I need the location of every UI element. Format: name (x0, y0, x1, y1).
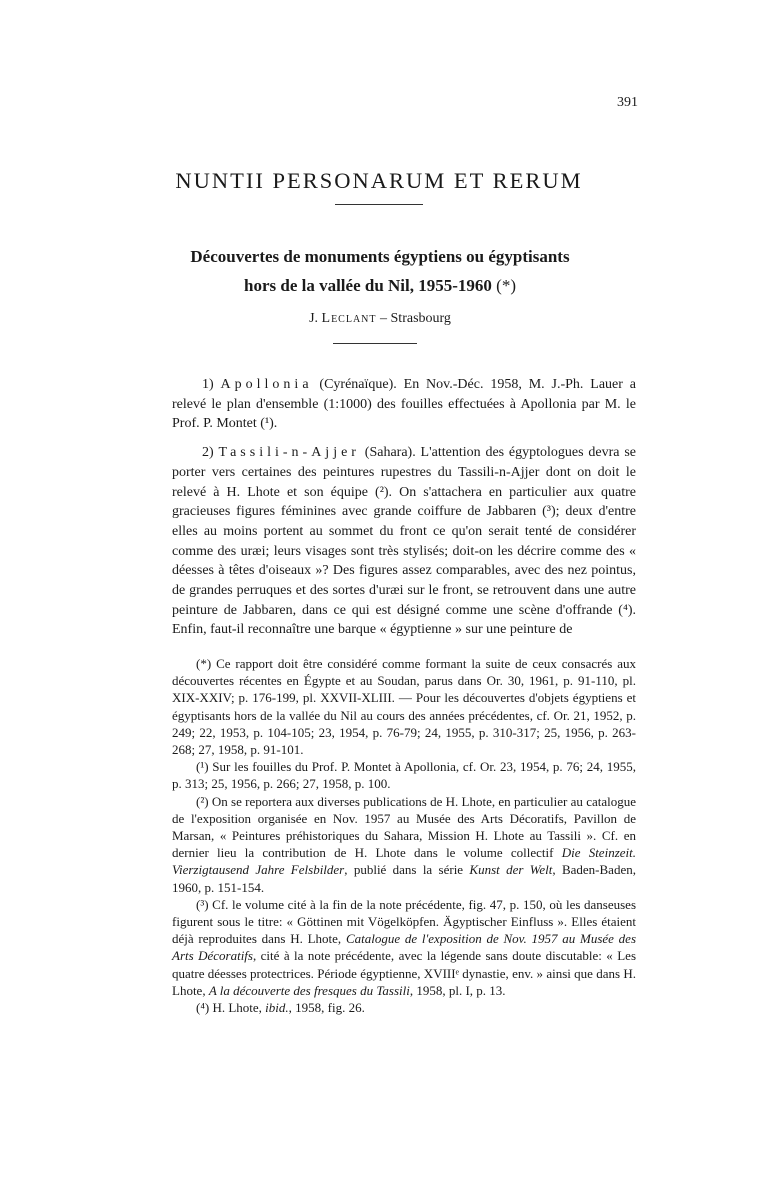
paragraph-number: 2) (202, 445, 214, 461)
article-title-line-2-text: hors de la vallée du Nil, 1955-1960 (244, 276, 492, 295)
footnote-4 (172, 999, 636, 1016)
footnote-2-series: Kunst der Welt (469, 862, 553, 878)
paragraph-text: (Sahara). L'attention des égyptologues devra se porter vers certaines des peintures rupestres du Tassili-n-Ajjer dont on doit le relevé à H. Lhote et son équipe (²). On s'attachera en particulier aux quatre gracieuses figures féminines avec grande coiffure de Jabbaren (³); deux d'entre elles au moins portent au sommet du front ce qu'on serait tenté de considérer comme des uræi; leurs visages sont très stylisés; doit-on les décrire comme des « déesses à têtes d'oiseaux »? Des figures assez comparables, avec des nez pointus, de grandes perruques et des sortes d'uræi sur le front, se retrouvent dans une autre peinture de Jabbaren, dans ce qui est désigné comme une scène d'offrande (⁴). Enfin, faut-il reconnaître une barque « égyptienne » sur une peinture de (172, 445, 637, 638)
footnotes (172, 655, 636, 1016)
footnote-2-text-b: , publié dans la série (344, 862, 470, 878)
author-surname: Leclant (321, 311, 377, 326)
paragraph-apollonia (172, 375, 636, 434)
author-initial: J. (309, 311, 319, 326)
article-title-line-2 (120, 271, 640, 300)
author-divider (333, 343, 417, 344)
footnote-2-title: Die Steinzeit. Vierzigtausend Jahre Felsbilder (172, 845, 636, 878)
article-title-note-marker: (*) (496, 276, 516, 295)
footnote-3-text-b: , cité à la note précédente, avec la légende sans doute discutable: « Les quatre déesses protectrices. Période égyptienne, XVIIIᵉ dynastie, env. » ainsi que dans H. Lhote, (172, 948, 636, 998)
place-name: Apollonia (220, 377, 313, 392)
article-title-line-1: Découvertes de monuments égyptiens ou égyptisants (190, 247, 570, 266)
page-number: 391 (617, 95, 638, 110)
footnote-3 (172, 896, 636, 999)
footnote-4-text: (⁴) H. Lhote, (196, 1000, 266, 1016)
paragraph-number: 1) (202, 377, 214, 392)
title-divider (335, 204, 423, 205)
footnote-2-text-c: , Baden-Baden, 1960, p. 151-154. (172, 862, 636, 895)
article-title (120, 242, 640, 300)
author-place: – Strasbourg (380, 311, 451, 326)
footnote-3-title-2: A la découverte des fresques du Tassili (208, 982, 410, 998)
article-body (172, 375, 636, 649)
paragraph-tassili (172, 443, 636, 640)
footnote-1: (¹) Sur les fouilles du Prof. P. Montet à Apollonia, cf. Or. 23, 1954, p. 76; 24, 1955, p. 313; 25, 1956, p. 266; 27, 1958, p. 100. (172, 759, 636, 792)
footnote-3-text-c: , 1958, pl. I, p. 13. (409, 982, 506, 998)
paragraph-text: (Cyrénaïque). En Nov.-Déc. 1958, M. J.-Ph. Lauer a relevé le plan d'ensemble (1:1000) des fouilles effectuées à Apollonia par M. le Prof. P. Montet (¹). (172, 377, 637, 432)
section-title: NUNTII PERSONARUM ET RERUM (175, 168, 583, 193)
place-name: Tassili-n-Ajjer (218, 445, 360, 461)
footnote-2 (172, 793, 636, 896)
author-line (120, 311, 640, 327)
footnote-star: (*) Ce rapport doit être considéré comme formant la suite de ceux consacrés aux découvertes récentes en Égypte et au Soudan, parus dans Or. 30, 1961, p. 91-110, pl. XIX-XXIV; p. 176-199, pl. XXVII-XLIII. — Pour les découvertes d'objets égyptiens et égyptisants hors de la vallée du Nil au cours des années précédentes, cf. Or. 21, 1952, p. 249; 22, 1953, p. 104-105; 23, 1954, p. 76-79; 24, 1955, p. 310-317; 25, 1956, p. 263-268; 27, 1958, p. 91-101. (172, 656, 636, 758)
footnote-4-text-b: , 1958, fig. 26. (288, 1000, 365, 1016)
footnote-4-ibid: ibid. (265, 1000, 289, 1016)
footnote-3-text: (³) Cf. le volume cité à la fin de la note précédente, fig. 47, p. 150, où les danseuses figurent sous le titre: « Göttinen mit Vögelköpfen. Ägyptischer Einfluss ». Elles étaient déjà reproduites dans H. Lhote, (172, 896, 636, 947)
footnote-2-text: (²) On se reportera aux diverses publications de H. Lhote, en particulier au catalogue de l'exposition organisée en Nov. 1957 au Musée des Arts Décoratifs, Pavillon de Marsan, « Peintures préhistoriques du Sahara, Mission H. Lhote au Tassili ». Cf. en dernier lieu la contribution de H. Lhote dans le volume collectif (172, 793, 636, 861)
footnote-3-title: Catalogue de l'exposition de Nov. 1957 au Musée des Arts Décoratifs (172, 931, 636, 964)
